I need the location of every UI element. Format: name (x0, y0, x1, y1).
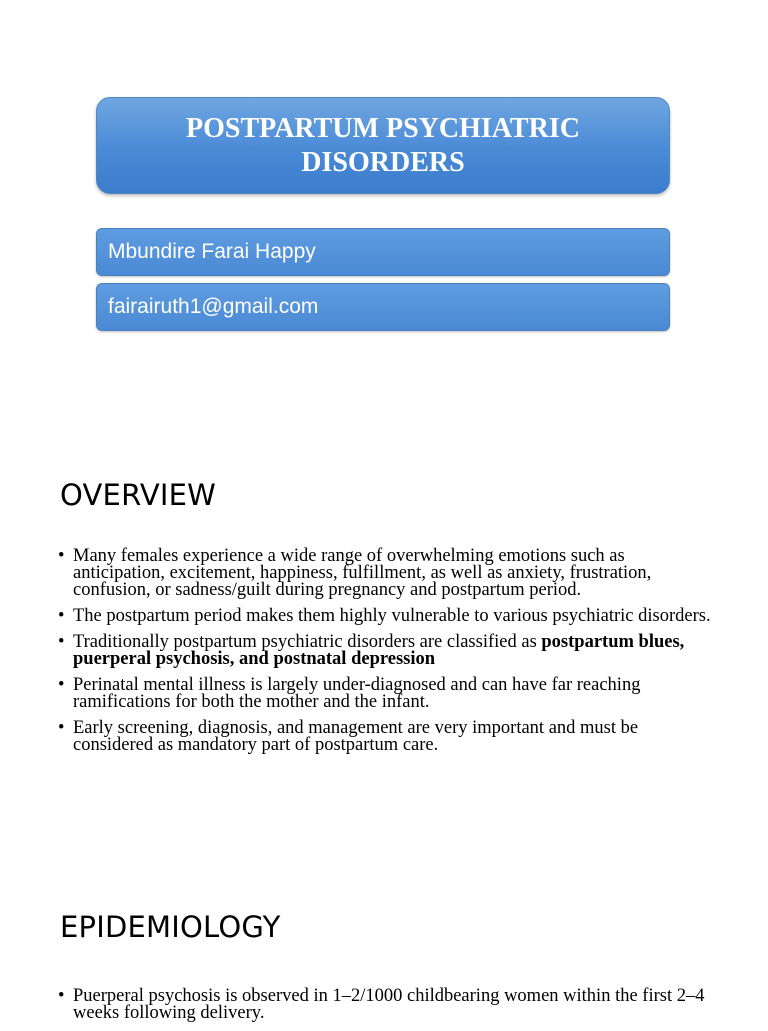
overview-bullet-3-text: Traditionally postpartum psychiatric disorders are classified as (73, 632, 542, 652)
overview-bullet-3-bold: postpartum blues, puerperal psychosis, and postnatal depression (73, 632, 685, 669)
overview-bullet-4: • Perinatal mental illness is largely under-diagnosed and can have far reaching ramifications for both the mother and the infant. (57, 677, 717, 711)
title-box (96, 97, 670, 194)
overview-heading: OVERVIEW (60, 478, 217, 512)
author-box (96, 228, 670, 276)
author-name: Mbundire Farai Happy (108, 240, 316, 263)
epidemiology-heading: EPIDEMIOLOGY (60, 910, 281, 944)
author-email: fairairuth1@gmail.com (108, 295, 319, 318)
email-box (96, 283, 670, 331)
overview-bullet-2: • The postpartum period makes them highly vulnerable to various psychiatric disorders. (57, 608, 717, 625)
slide-title: POSTPARTUM PSYCHIATRIC DISORDERS (186, 112, 580, 178)
overview-list (57, 548, 717, 763)
epidemiology-bullet-1: • Puerperal psychosis is observed in 1–2/1000 childbearing women within the first 2–4 weeks following delivery. (57, 988, 717, 1022)
overview-bullet-5: • Early screening, diagnosis, and management are very important and must be considered as mandatory part of postpartum care. (57, 720, 717, 754)
epidemiology-list (57, 988, 717, 1031)
overview-bullet-1: • Many females experience a wide range of overwhelming emotions such as anticipation, excitement, happiness, fulfillment, as well as anxiety, frustration, confusion, or sadness/guilt during pregnancy and postpartum period. (57, 548, 717, 599)
overview-bullet-3 (57, 634, 717, 668)
